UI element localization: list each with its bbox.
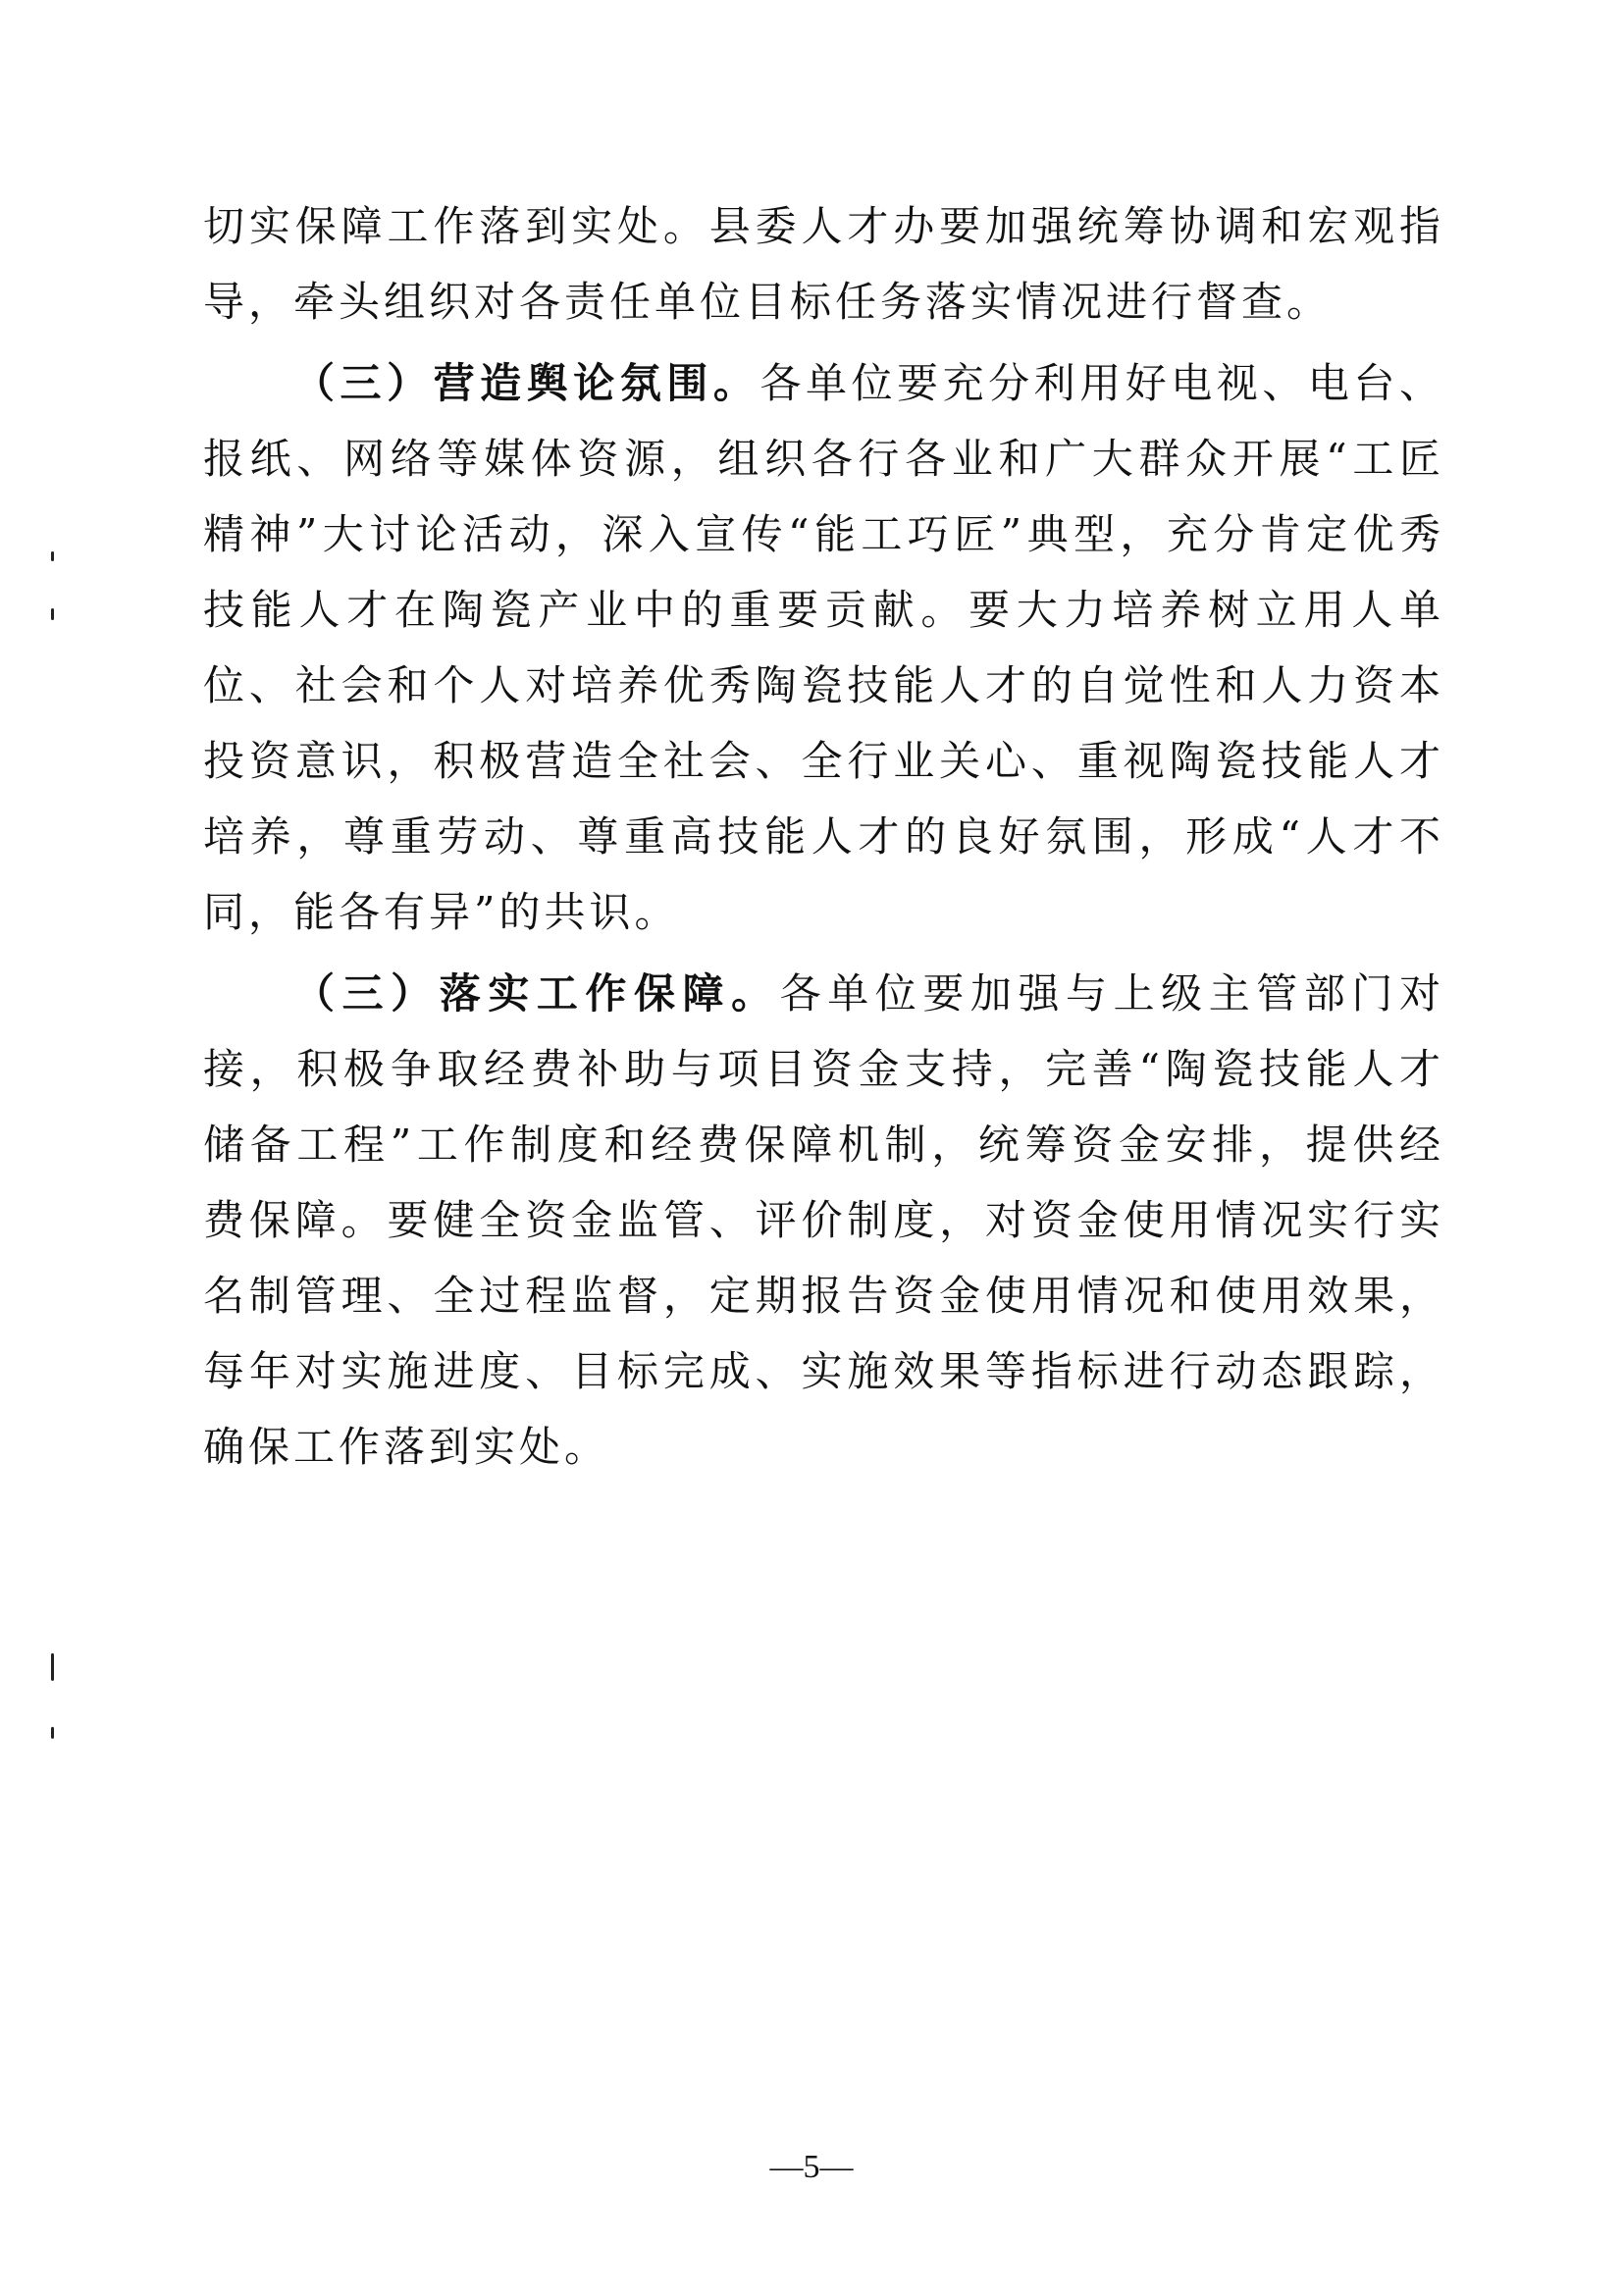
paragraph-text: 各单位要充分利用好电视、电台、报纸、网络等媒体资源，组织各行各业和广大群众开展“工匠精神”大讨论活动，深入宣传“能工巧匠”典型，充分肯定优秀技能人才在陶瓷产业中的重要贡献。要大力培养树立用人单位、社会和个人对培养优秀陶瓷技能人才的自觉性和人力资本投资意识，积极营造全社会、全行业关心、重视陶瓷技能人才培养，尊重劳动、尊重高技能人才的良好氛围，形成“人才不同，能各有异”的共识。 bbox=[203, 359, 1444, 936]
section-heading: （三）落实工作保障。 bbox=[293, 969, 780, 1018]
paragraph-continuation bbox=[203, 188, 1444, 339]
section-heading: （三）营造舆论氛围。 bbox=[293, 359, 760, 407]
paragraph-work-guarantee bbox=[203, 956, 1444, 1485]
scan-artifact-mark bbox=[51, 608, 54, 620]
paragraph-text: 切实保障工作落到实处。县委人才办要加强统筹协调和宏观指导，牵头组织对各责任单位目标任务落实情况进行督查。 bbox=[203, 202, 1444, 326]
page-number: —5— bbox=[769, 2149, 854, 2185]
paragraph-public-opinion bbox=[203, 345, 1444, 950]
paragraph-text: 各单位要加强与上级主管部门对接，积极争取经费补助与项目资金支持，完善“陶瓷技能人才储备工程”工作制度和经费保障机制，统筹资金安排，提供经费保障。要健全资金监管、评价制度，对资金使用情况实行实名制管理、全过程监督，定期报告资金使用情况和使用效果，每年对实施进度、目标完成、实施效果等指标进行动态跟踪，确保工作落到实处。 bbox=[203, 969, 1444, 1471]
scan-artifact-mark bbox=[51, 1727, 54, 1739]
scan-artifact-mark bbox=[51, 551, 54, 561]
document-body bbox=[203, 188, 1444, 1485]
scan-artifact-mark bbox=[51, 1653, 54, 1681]
